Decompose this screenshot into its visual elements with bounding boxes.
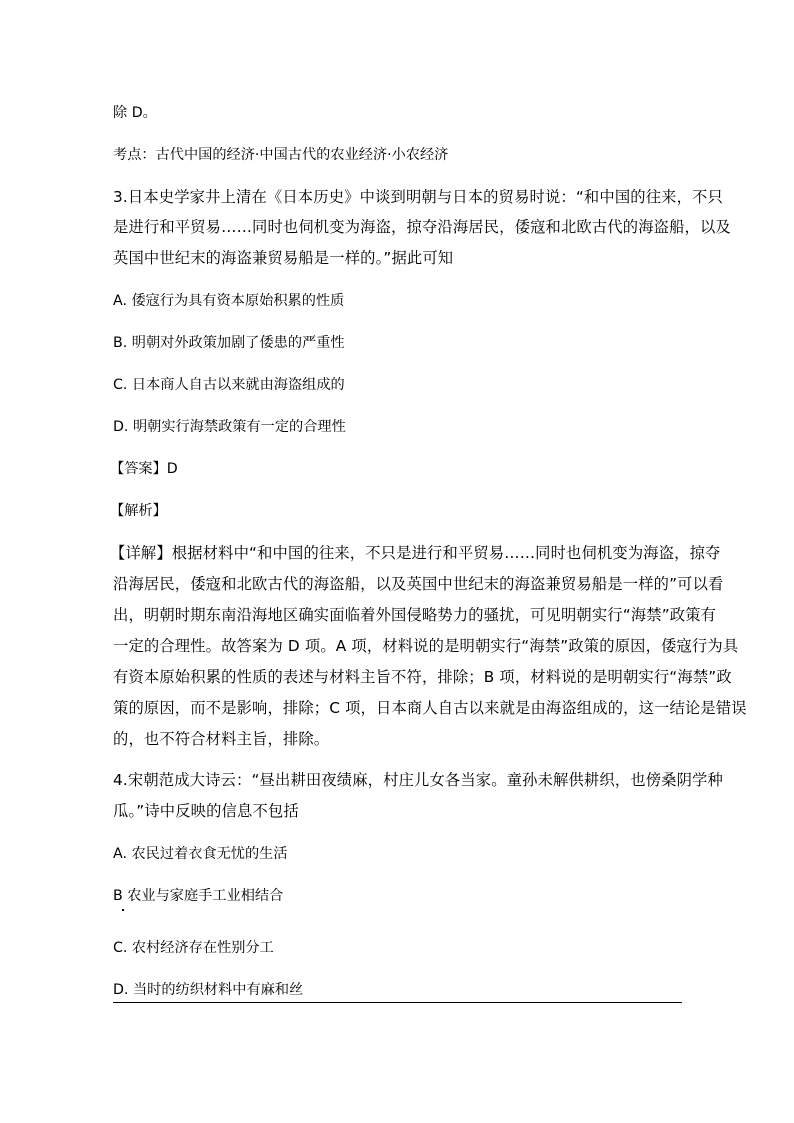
question-4-line-1: 4.宋朝范成大诗云：“昼出耕田夜绩麻，村庄儿女各当家。童孙未解供耕织，也傍桑阴学种 <box>113 771 723 789</box>
question-3-option-a: A. 倭寇行为具有资本原始积累的性质 <box>113 293 345 309</box>
kaodian-line: 考点：古代中国的经济·中国古代的农业经济·小农经济 <box>113 147 449 163</box>
question-4-option-b: B 农业与家庭手工业相结合 <box>113 888 284 904</box>
question-3-line-2: 是进行和平贸易……同时也伺机变为海盗，掠夺沿海居民，倭寇和北欧古代的海盗船，以及 <box>113 218 731 236</box>
page-bottom-rule <box>113 1002 682 1003</box>
question-3-option-b: B. 明朝对外政策加剧了倭患的严重性 <box>113 335 345 351</box>
question-4-line-2: 瓜。”诗中反映的信息不包括 <box>113 802 299 820</box>
explanation-line-7: 的，也不符合材料主旨，排除。 <box>113 730 330 748</box>
text-line-1: 除 D。 <box>113 105 157 121</box>
explanation-line-6: 策的原因，而不是影响，排除；C 项，日本商人自古以来就是由海盗组成的，这一结论是错误 <box>113 699 747 717</box>
question-3-option-c: C. 日本商人自古以来就由海盗组成的 <box>113 377 345 393</box>
explanation-line-3: 出，明朝时期东南沿海地区确实面临着外国侵略势力的骚扰，可见明朝实行“海禁”政策有 <box>113 606 717 624</box>
explanation-line-4: 一定的合理性。故答案为 D 项。A 项，材料说的是明朝实行“海禁”政策的原因，倭寇行为具 <box>113 637 739 655</box>
question-3-option-d: D. 明朝实行海禁政策有一定的合理性 <box>113 419 346 435</box>
explanation-line-5: 有资本原始积累的性质的表述与材料主旨不符，排除；B 项，材料说的是明朝实行“海禁”政 <box>113 668 732 686</box>
analysis-label: 【解析】 <box>110 503 167 519</box>
stray-dot <box>122 909 124 911</box>
question-4-option-c: C. 农村经济存在性别分工 <box>113 940 274 956</box>
answer-label: 【答案】D <box>110 461 178 477</box>
explanation-line-1: 【详解】根据材料中“和中国的往来，不只是进行和平贸易……同时也伺机变为海盗，掠夺 <box>110 544 721 562</box>
question-4-option-a: A. 农民过着衣食无忧的生活 <box>113 846 288 862</box>
question-3-line-3: 英国中世纪末的海盗兼贸易船是一样的。”据此可知 <box>113 249 454 267</box>
explanation-line-2: 沿海居民，倭寇和北欧古代的海盗船，以及英国中世纪末的海盗兼贸易船是一样的”可以看 <box>113 575 724 593</box>
question-4-option-d: D. 当时的纺织材料中有麻和丝 <box>113 982 304 998</box>
question-3-line-1: 3.日本史学家井上清在《日本历史》中谈到明朝与日本的贸易时说：“和中国的往来，不只 <box>113 188 723 206</box>
